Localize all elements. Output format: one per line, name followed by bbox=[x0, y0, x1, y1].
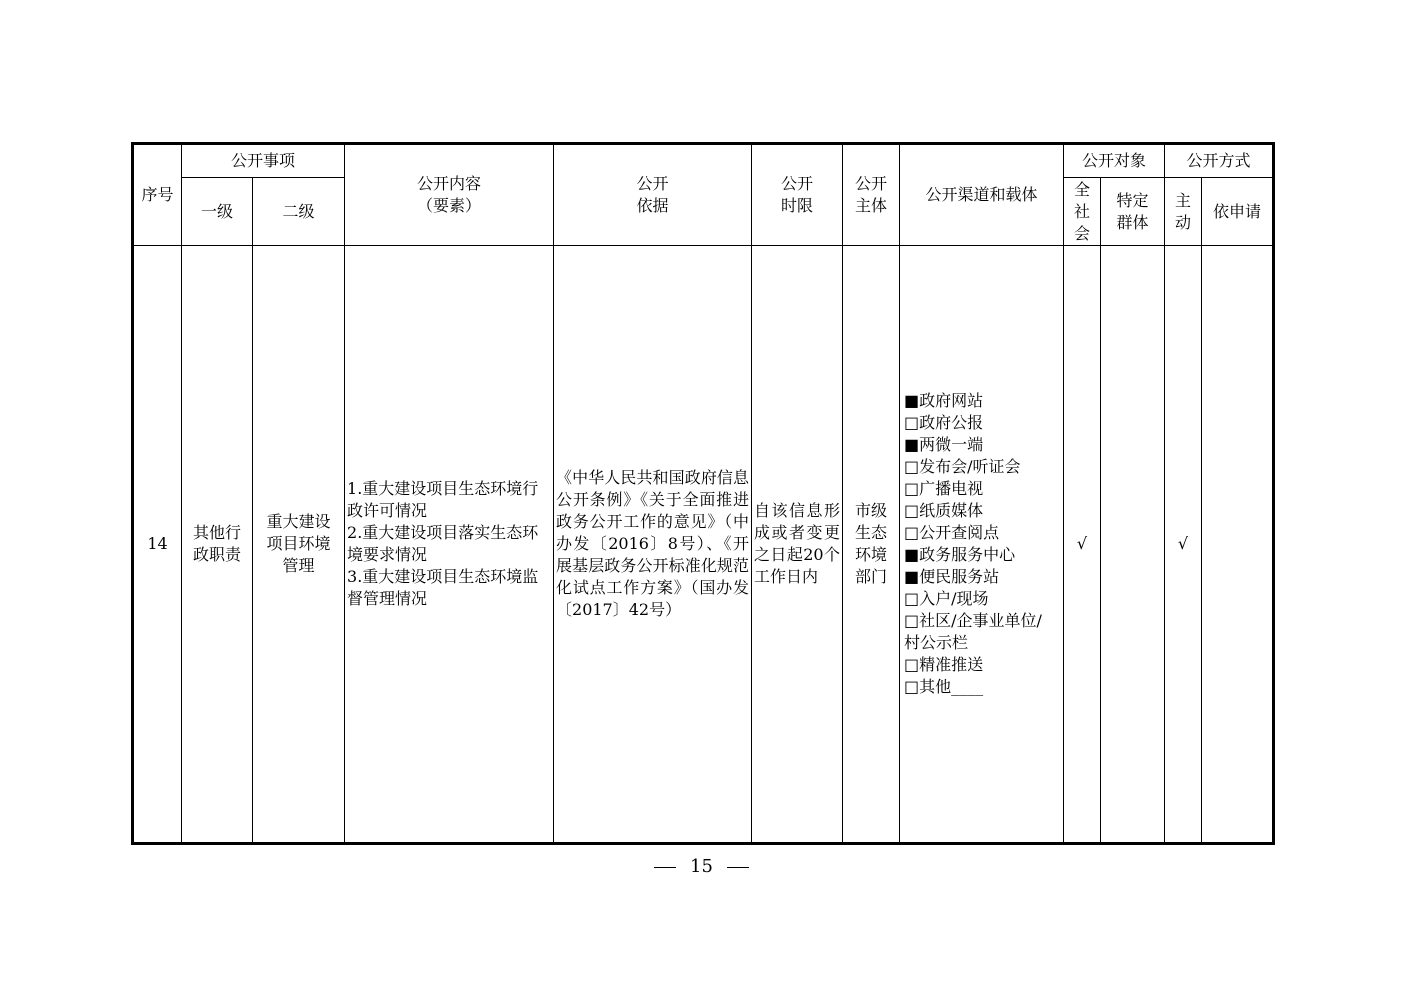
channel-item: 村公示栏 bbox=[904, 633, 969, 652]
header-level1: 一级 bbox=[182, 178, 253, 246]
table-row bbox=[133, 246, 1274, 844]
header-mode-group: 公开方式 bbox=[1165, 144, 1274, 178]
row-seq: 14 bbox=[133, 246, 182, 844]
footer-dash-left bbox=[654, 867, 676, 868]
page-footer bbox=[0, 855, 1403, 879]
channel-item: □广播电视 bbox=[904, 479, 984, 498]
row-mode-active-check: √ bbox=[1165, 246, 1202, 844]
channel-item: □发布会/听证会 bbox=[904, 457, 1021, 476]
row-channels bbox=[900, 246, 1064, 844]
header-channel: 公开渠道和载体 bbox=[900, 144, 1064, 246]
row-time-limit: 自该信息形成或者变更之日起20个工作日内 bbox=[752, 246, 843, 844]
row-level1: 其他行 政职责 bbox=[182, 246, 253, 844]
row-mode-request bbox=[1202, 246, 1274, 844]
row-subject: 市级 生态 环境 部门 bbox=[843, 246, 900, 844]
header-seq: 序号 bbox=[133, 144, 182, 246]
header-time-limit: 公开 时限 bbox=[752, 144, 843, 246]
footer-dash-right bbox=[727, 867, 749, 868]
channel-item: □政府公报 bbox=[904, 413, 984, 432]
header-subject: 公开 主体 bbox=[843, 144, 900, 246]
header-basis: 公开 依据 bbox=[554, 144, 752, 246]
channel-item: □精准推送 bbox=[904, 655, 984, 674]
channel-item: ■便民服务站 bbox=[904, 567, 1000, 586]
channel-item: ■政务服务中心 bbox=[904, 545, 1016, 564]
header-level2: 二级 bbox=[253, 178, 345, 246]
header-content: 公开内容 （要素） bbox=[345, 144, 554, 246]
row-audience-all-check: √ bbox=[1064, 246, 1101, 844]
row-content bbox=[345, 246, 554, 844]
header-audience-specific: 特定 群体 bbox=[1101, 178, 1165, 246]
content-item: 1.重大建设项目生态环境行政许可情况 bbox=[347, 479, 539, 520]
channel-item: □公开查阅点 bbox=[904, 523, 1000, 542]
header-audience-all: 全 社 会 bbox=[1064, 178, 1101, 246]
channel-item: □社区/企事业单位/ bbox=[904, 611, 1042, 630]
channel-item: ■两微一端 bbox=[904, 435, 984, 454]
disclosure-table bbox=[131, 142, 1275, 845]
channel-item: □入户/现场 bbox=[904, 589, 989, 608]
header-mode-active: 主 动 bbox=[1165, 178, 1202, 246]
page-number: 15 bbox=[690, 856, 713, 877]
channel-item: □其他____ bbox=[904, 677, 984, 696]
header-mode-request: 依申请 bbox=[1202, 178, 1274, 246]
channel-item: ■政府网站 bbox=[904, 391, 984, 410]
row-basis: 《中华人民共和国政府信息公开条例》《关于全面推进政务公开工作的意见》（中办发〔2016〕8号）、《开展基层政务公开标准化规范化试点工作方案》（国办发〔2017〕42号） bbox=[554, 246, 752, 844]
header-item-group: 公开事项 bbox=[182, 144, 345, 178]
content-item: 3.重大建设项目生态环境监督管理情况 bbox=[347, 567, 539, 608]
row-level2: 重大建设 项目环境 管理 bbox=[253, 246, 345, 844]
channel-item: □纸质媒体 bbox=[904, 501, 984, 520]
header-audience-group: 公开对象 bbox=[1064, 144, 1165, 178]
row-audience-specific bbox=[1101, 246, 1165, 844]
content-item: 2.重大建设项目落实生态环境要求情况 bbox=[347, 523, 539, 564]
